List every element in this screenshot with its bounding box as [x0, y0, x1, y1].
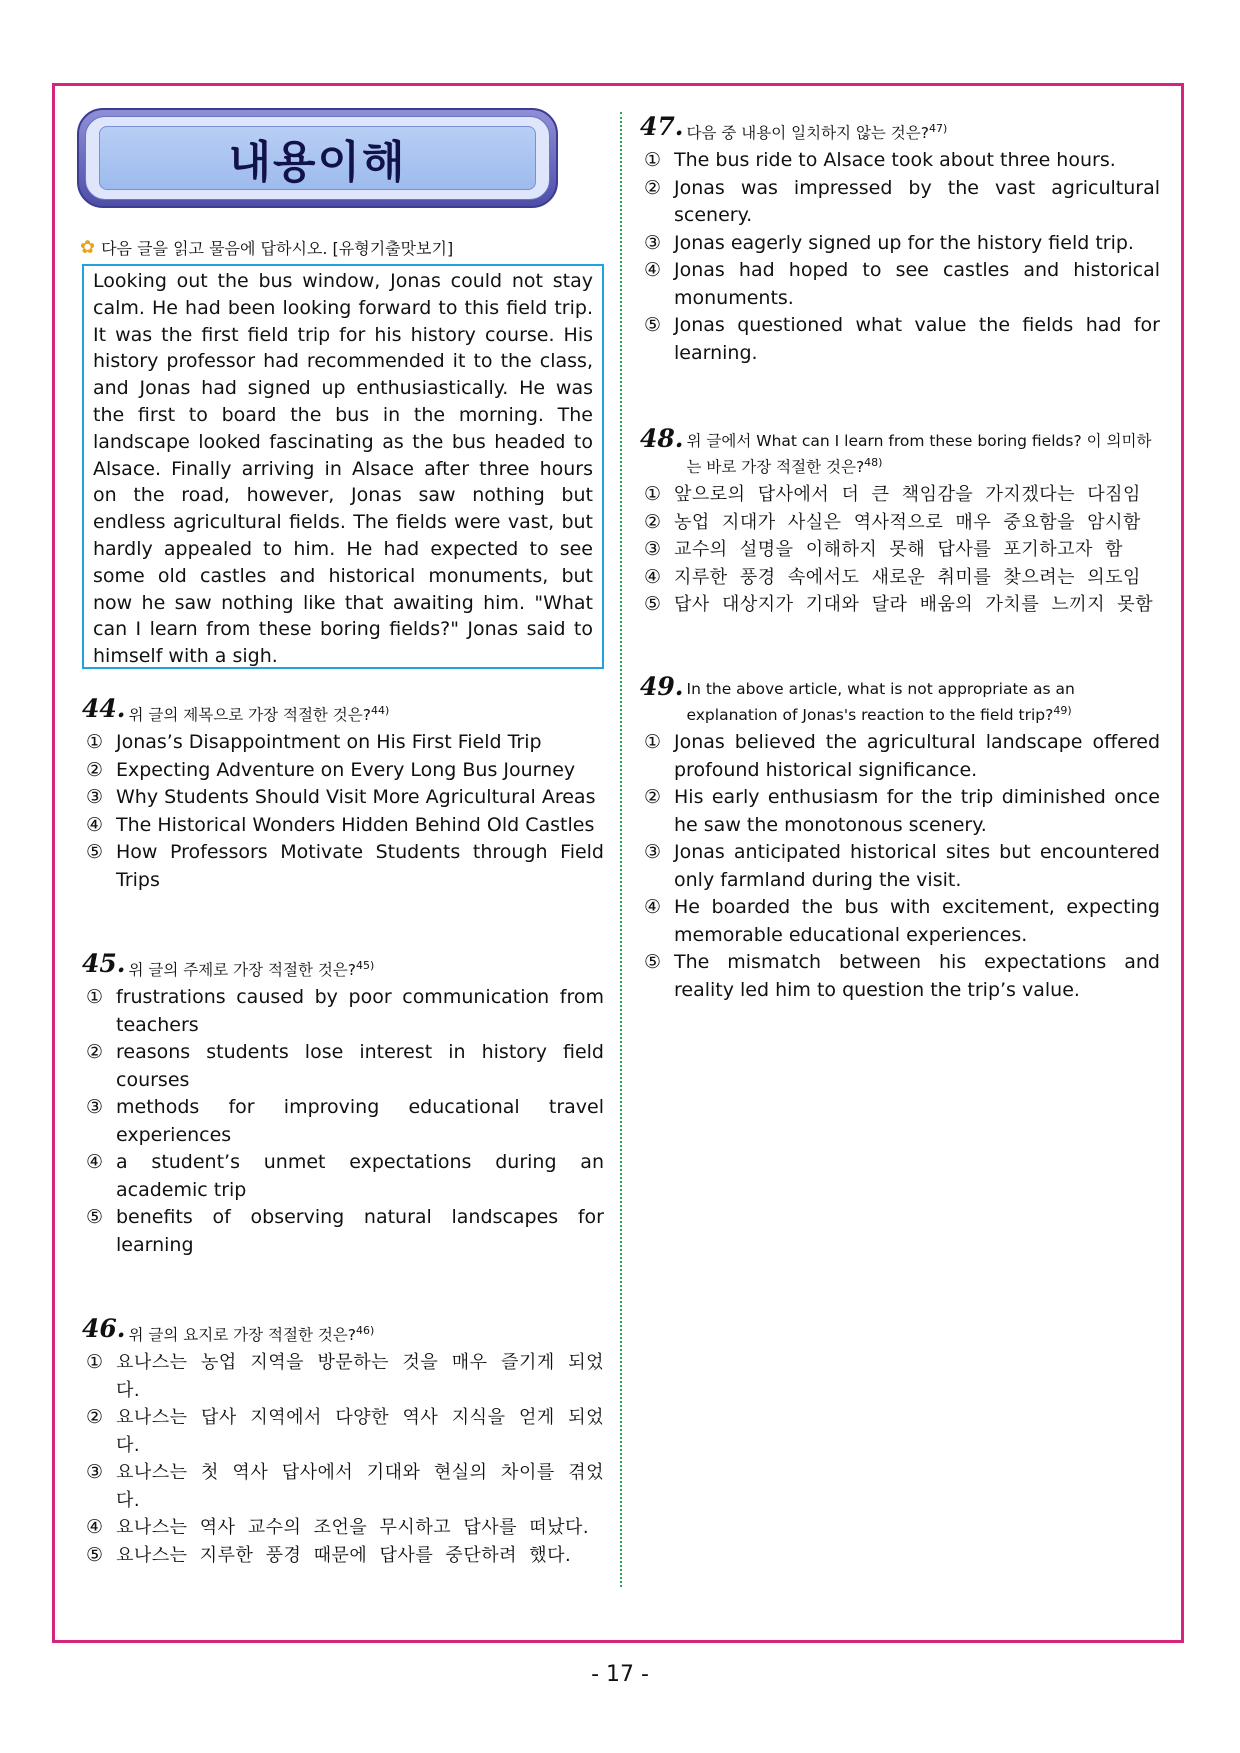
option[interactable]: ① Jonas believed the agricultural landscape offered profound historical significance. — [644, 731, 1160, 781]
footnote-ref: 48) — [864, 456, 883, 469]
instruction-text: 다음 글을 읽고 물음에 답하시오. [유형기출맛보기] — [101, 239, 454, 258]
option[interactable]: ① 요나스는 농업 지역을 방문하는 것을 매우 즐기게 되었다. — [86, 1351, 604, 1401]
option[interactable]: ③ 교수의 설명을 이해하지 못해 답사를 포기하고자 함 — [644, 538, 1123, 561]
footnote-ref: 44) — [371, 704, 390, 717]
option[interactable]: ③ methods for improving educational travel experiences — [86, 1096, 604, 1146]
question-number: 46. — [82, 1314, 126, 1343]
question-number: 49. — [640, 672, 684, 701]
option[interactable]: ④ The Historical Wonders Hidden Behind Old Castles — [86, 813, 595, 836]
question-number: 44. — [82, 694, 126, 723]
question-47 — [640, 112, 1160, 367]
reading-passage: Looking out the bus window, Jonas could not stay calm. He had been looking forward to this field trip. It was the first field trip for his history course. His history professor had recommended it to the class, and Jonas had signed up enthusiastically. He was the first to board the bus in the morning. The landscape looked fascinating as the bus headed to Alsace. Finally arriving in Alsace after three hours on the road, however, Jonas saw nothing but endless agricultural fields. The fields were vast, but hardly appealed to him. He had expected to see some old castles and historical monuments, but now he saw nothing like that awaiting him. "What can I learn from these boring fields?" Jonas said to himself with a sigh. — [82, 264, 604, 669]
option[interactable]: ② His early enthusiasm for the trip diminished once he saw the monotonous scenery. — [644, 786, 1160, 836]
option[interactable]: ④ 요나스는 역사 교수의 조언을 무시하고 답사를 떠났다. — [86, 1516, 590, 1539]
option[interactable]: ② Expecting Adventure on Every Long Bus Journey — [86, 758, 576, 781]
option[interactable]: ① frustrations caused by poor communication from teachers — [86, 986, 604, 1036]
instruction — [80, 236, 453, 259]
question-text: In the above article, what is not appropriate as an explanation of Jonas's reaction to the field trip? — [686, 680, 1075, 725]
option[interactable]: ⑤ Jonas questioned what value the fields had for learning. — [644, 314, 1160, 364]
option[interactable]: ④ a student’s unmet expectations during an academic trip — [86, 1151, 604, 1201]
question-text: 다음 중 내용이 일치하지 않는 것은? — [686, 124, 929, 143]
question-text: 위 글의 제목으로 가장 적절한 것은? — [128, 706, 371, 725]
option[interactable]: ④ 지루한 풍경 속에서도 새로운 취미를 찾으려는 의도임 — [644, 565, 1141, 588]
option[interactable]: ③ Why Students Should Visit More Agricultural Areas — [86, 786, 596, 809]
option[interactable]: ④ He boarded the bus with excitement, expecting memorable educational experiences. — [644, 896, 1160, 946]
question-text: 위 글의 주제로 가장 적절한 것은? — [128, 961, 357, 980]
option[interactable]: ① Jonas’s Disappointment on His First Field Trip — [86, 731, 542, 754]
option[interactable]: ② Jonas was impressed by the vast agricultural scenery. — [644, 176, 1160, 227]
question-45 — [82, 949, 604, 1259]
section-banner — [77, 108, 558, 208]
option[interactable]: ④ Jonas had hoped to see castles and historical monuments. — [644, 259, 1160, 309]
option[interactable]: ⑤ 답사 대상지가 기대와 달라 배움의 가치를 느끼지 못함 — [644, 593, 1154, 616]
option[interactable]: ① 앞으로의 답사에서 더 큰 책임감을 가지겠다는 다짐임 — [644, 483, 1141, 506]
option[interactable]: ② reasons students lose interest in history field courses — [86, 1041, 604, 1091]
option[interactable]: ⑤ 요나스는 지루한 풍경 때문에 답사를 중단하려 했다. — [86, 1543, 572, 1566]
section-title: 내용이해 — [228, 137, 407, 188]
option[interactable]: ② 요나스는 답사 지역에서 다양한 역사 지식을 얻게 되었다. — [86, 1406, 604, 1456]
question-number: 47. — [640, 112, 684, 141]
option[interactable]: ⑤ benefits of observing natural landscapes for learning — [86, 1206, 604, 1256]
column-divider — [620, 112, 622, 1587]
page-number: - 17 - — [591, 1662, 649, 1687]
footnote-ref: 49) — [1053, 704, 1072, 717]
question-46 — [82, 1314, 604, 1569]
question-number: 48. — [640, 424, 684, 453]
option[interactable]: ⑤ How Professors Motivate Students through Field Trips — [86, 841, 604, 891]
option[interactable]: ② 농업 지대가 사실은 역사적으로 매우 중요함을 암시함 — [644, 510, 1141, 533]
question-49 — [640, 672, 1160, 1004]
question-number: 45. — [82, 949, 126, 978]
question-48 — [640, 424, 1160, 619]
footnote-ref: 47) — [929, 122, 948, 135]
question-44 — [82, 694, 604, 894]
footnote-ref: 46) — [356, 1324, 375, 1337]
option[interactable]: ③ Jonas anticipated historical sites but encountered only farmland during the visit. — [644, 841, 1160, 891]
option[interactable]: ③ 요나스는 첫 역사 답사에서 기대와 현실의 차이를 겪었다. — [86, 1461, 604, 1511]
option[interactable]: ① The bus ride to Alsace took about three hours. — [644, 149, 1116, 172]
footnote-ref: 45) — [356, 959, 375, 972]
question-text: 위 글에서 What can I learn from these boring fields? 이 의미하는 바로 가장 적절한 것은? — [686, 432, 1152, 477]
question-text: 위 글의 요지로 가장 적절한 것은? — [128, 1326, 357, 1345]
option[interactable]: ⑤ The mismatch between his expectations and reality led him to question the trip’s value. — [644, 951, 1160, 1001]
flower-bullet-icon: ✿ — [80, 237, 96, 258]
option[interactable]: ③ Jonas eagerly signed up for the history field trip. — [644, 231, 1134, 254]
